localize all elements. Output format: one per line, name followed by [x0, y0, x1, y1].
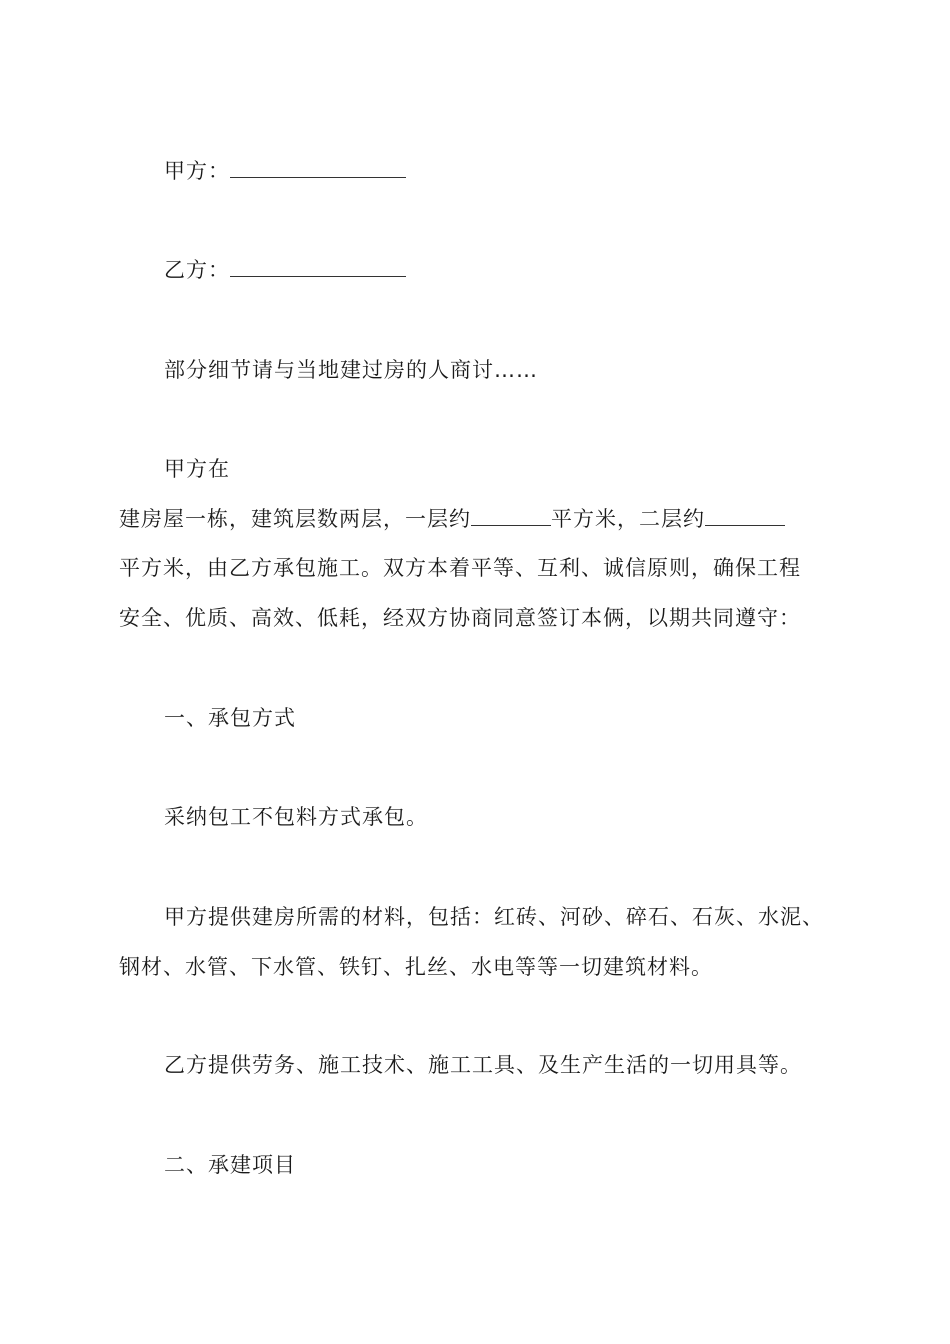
first-floor-area-blank — [471, 507, 551, 526]
section-1-paragraph-1: 采纳包工不包料方式承包。 — [164, 805, 428, 829]
intro-line-3: 平方米，由乙方承包施工。双方本着平等、互利、诚信原则，确保工程 — [119, 556, 801, 580]
intro-line-1: 甲方在 — [164, 457, 230, 481]
intro-line-2-part-b: 平方米，二层约 — [551, 507, 705, 531]
party-a-line — [164, 157, 406, 185]
section-1-paragraph-2-line-1: 甲方提供建房所需的材料，包括：红砖、河砂、碎石、石灰、水泥、 — [164, 905, 824, 929]
party-b-blank — [230, 258, 406, 277]
intro-line-2-part-a: 建房屋一栋，建筑层数两层，一层约 — [119, 507, 471, 531]
section-1-heading: 一、承包方式 — [164, 706, 296, 730]
note-text: 部分细节请与当地建过房的人商讨…… — [164, 358, 538, 382]
second-floor-area-blank — [705, 507, 785, 526]
party-b-label: 乙方： — [164, 258, 230, 282]
section-1-paragraph-2-line-2: 钢材、水管、下水管、铁钉、扎丝、水电等等一切建筑材料。 — [119, 955, 713, 979]
intro-line-2 — [119, 505, 785, 533]
party-b-line — [164, 256, 406, 284]
section-1-paragraph-3: 乙方提供劳务、施工技术、施工工具、及生产生活的一切用具等。 — [164, 1053, 802, 1077]
intro-line-4: 安全、优质、高效、低耗，经双方协商同意签订本俩，以期共同遵守： — [119, 606, 801, 630]
party-a-label: 甲方： — [164, 159, 230, 183]
party-a-blank — [230, 159, 406, 178]
section-2-heading: 二、承建项目 — [164, 1153, 296, 1177]
